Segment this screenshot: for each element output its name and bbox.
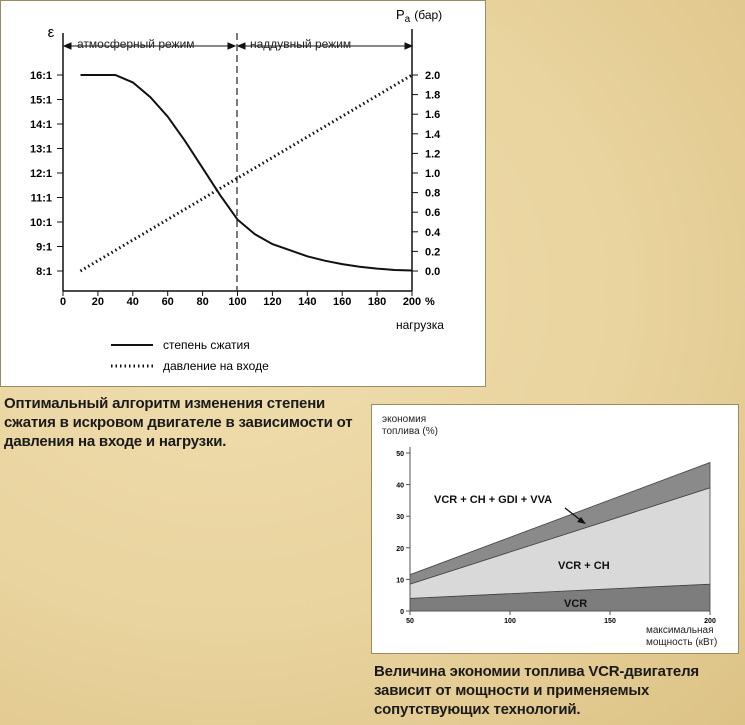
x-tick-label: 20 xyxy=(91,296,105,308)
y-right-tick-label: 1.6 xyxy=(425,109,441,122)
caption-compression: Оптимальный алгоритм изменения степени сжатия в искровом двигателе в зависимости от давления на входе и нагрузки. xyxy=(4,395,353,450)
x-tick-label: 180 xyxy=(367,296,387,308)
y-left-tick-label: 10:1 xyxy=(29,217,52,229)
x-tick-label: 140 xyxy=(298,296,317,308)
y-left-tick-label: 13:1 xyxy=(29,143,52,156)
compression-chart xyxy=(1,1,485,386)
y-axis-label-line2: топлива (%) xyxy=(382,426,438,437)
y-right-tick-label: 0.0 xyxy=(425,266,441,278)
y-right-tick-label: 0.8 xyxy=(425,187,441,200)
y-right-axis-label: $P_a$ (бар) xyxy=(396,7,443,25)
region-boost-arrowhead-right xyxy=(405,43,412,49)
legend-dotted-label: давление на входе xyxy=(163,359,269,373)
y-left-tick-label: 11:1 xyxy=(30,192,52,205)
y-left-tick-label: 14:1 xyxy=(29,119,52,131)
y-right-tick-label: 1.0 xyxy=(425,168,441,180)
band-label-vcr-ch: VCR + CH xyxy=(558,560,610,572)
y-right-tick-label: 1.8 xyxy=(425,89,441,102)
fuel-economy-chart xyxy=(372,405,738,653)
y-left-tick-label: 12:1 xyxy=(29,168,52,180)
series-intake-pressure-line xyxy=(80,75,412,271)
x-tick-label: 0 xyxy=(59,296,67,308)
x-tick-label: 80 xyxy=(196,296,209,308)
x-axis-label-line2: мощность (кВт) xyxy=(646,637,718,648)
x-tick-label: 200 xyxy=(402,296,422,308)
y-left-tick-label: 8:1 xyxy=(36,266,52,278)
y-right-tick-label: 1.2 xyxy=(425,148,441,161)
fuel-economy-chart-panel xyxy=(371,404,739,654)
y-right-tick-label: 1.4 xyxy=(425,128,441,141)
x-tick-label: 200 xyxy=(704,618,716,625)
y-left-axis-label: ε xyxy=(47,24,55,41)
y-tick-label: 50 xyxy=(396,451,404,458)
region-atmospheric-label: атмосферный режим xyxy=(77,37,195,51)
x-tick-label: 150 xyxy=(604,618,616,625)
y-left-tick-label: 16:1 xyxy=(29,70,52,82)
x-tick-label: 100 xyxy=(228,296,247,308)
y-tick-label: 40 xyxy=(396,482,404,490)
series-compression-ratio-line xyxy=(81,75,413,271)
y-right-tick-label: 0.4 xyxy=(425,226,441,239)
y-tick-label: 0 xyxy=(400,609,404,616)
region-atmospheric-arrowhead-right xyxy=(228,43,235,49)
y-tick-label: 30 xyxy=(396,514,404,522)
y-left-tick-label: 15:1 xyxy=(29,94,52,107)
x-axis-label: нагрузка xyxy=(396,318,444,332)
x-axis-unit: % xyxy=(425,296,435,308)
region-boost-label: наддувный режим xyxy=(250,37,352,51)
compression-chart-panel xyxy=(0,0,486,387)
band-label-vcr-ch-gdi-vva: VCR + CH + GDI + VVA xyxy=(434,494,553,506)
y-tick-label: 10 xyxy=(396,577,404,585)
y-axis-label-line1: экономия xyxy=(382,414,427,425)
x-tick-label: 50 xyxy=(406,618,414,625)
y-left-tick-label: 9:1 xyxy=(36,241,52,254)
x-axis-label-line1: максимальная xyxy=(646,625,714,636)
x-tick-label: 120 xyxy=(263,296,282,308)
x-tick-label: 160 xyxy=(333,296,352,308)
x-tick-label: 40 xyxy=(126,296,139,308)
y-tick-label: 20 xyxy=(396,545,404,553)
x-tick-label: 100 xyxy=(504,618,516,625)
y-right-tick-label: 0.6 xyxy=(425,207,441,220)
x-tick-label: 60 xyxy=(161,296,174,308)
y-right-tick-label: 2.0 xyxy=(425,70,441,82)
legend-solid-label: степень сжатия xyxy=(163,338,250,352)
band-label-vcr: VCR xyxy=(564,598,588,610)
y-right-tick-label: 0.2 xyxy=(425,246,441,259)
region-atmospheric-arrowhead-left xyxy=(64,43,71,49)
caption-fuel-economy: Величина экономии топлива VCR-двигателя зависит от мощности и применяемых сопутствующих технологий. xyxy=(374,663,699,718)
region-boost-arrowhead-left xyxy=(238,43,245,49)
